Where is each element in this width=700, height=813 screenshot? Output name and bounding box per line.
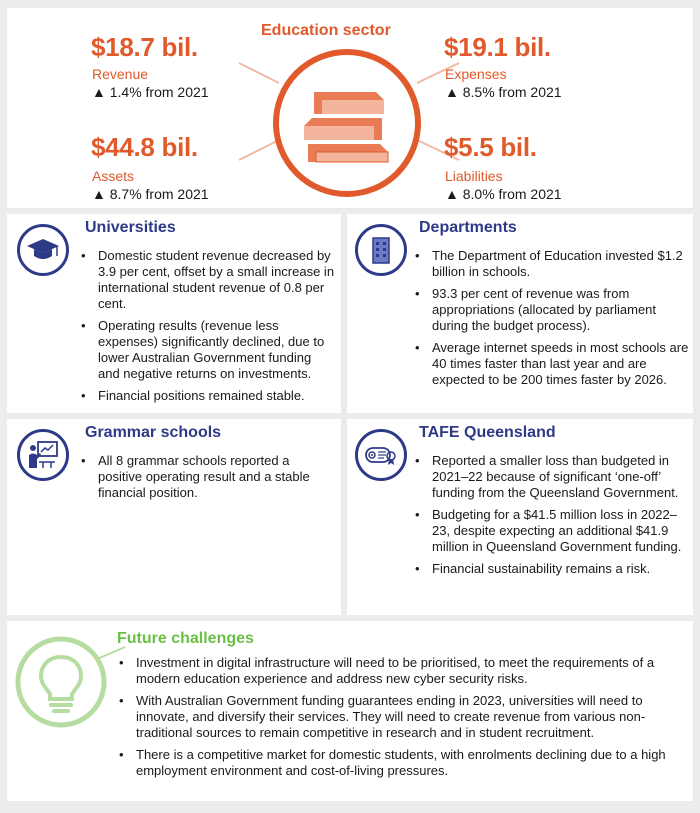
list-item: • Average internet speeds in most schools are 40 times faster than last year and are expected to be 200 times faster by 2026. xyxy=(415,340,689,388)
assets-label: Assets xyxy=(92,168,135,184)
revenue-change: ▲ 1.4% from 2021 xyxy=(92,84,209,100)
list-item: • Reported a smaller loss than budgeted in 2021–22 because of significant ‘one-off’ funding from the Queensland Government. xyxy=(415,453,689,501)
grammar-schools-list xyxy=(81,453,335,507)
grammar-schools-title: Grammar schools xyxy=(85,424,222,441)
revenue-value: $18.7 bil. xyxy=(91,32,198,62)
teacher-icon xyxy=(17,429,69,481)
liabilities-label: Liabilities xyxy=(445,168,503,184)
list-item: • Budgeting for a $41.5 million loss in 2022–23, despite expecting an additional $41.9 million in Queensland Government funding. xyxy=(415,507,689,555)
building-icon xyxy=(355,224,407,276)
education-sector-panel xyxy=(7,8,693,208)
departments-list xyxy=(415,248,689,394)
future-challenges-panel xyxy=(7,621,693,801)
list-item: • Investment in digital infrastructure will need to be prioritised, to meet the requirements of a modern education experience and address new cyber security risks. xyxy=(119,655,685,687)
tafe-queensland-title: TAFE Queensland xyxy=(419,424,556,441)
list-item: • Operating results (revenue less expenses) significantly declined, due to lower Australian Government funding and negative returns on investments. xyxy=(81,318,335,382)
universities-panel xyxy=(7,214,341,413)
departments-panel xyxy=(347,214,693,413)
liabilities-change: ▲ 8.0% from 2021 xyxy=(445,186,562,202)
assets-value: $44.8 bil. xyxy=(91,132,198,162)
tafe-queensland-panel xyxy=(347,419,693,615)
universities-list xyxy=(81,248,335,410)
revenue-label: Revenue xyxy=(92,66,149,82)
list-item: • There is a competitive market for domestic students, with enrolments declining due to a high employment environment and cost-of-living pressures. xyxy=(119,747,685,779)
graduation-cap-icon xyxy=(17,224,69,276)
expenses-label: Expenses xyxy=(445,66,507,82)
certificate-icon xyxy=(355,429,407,481)
list-item: • Domestic student revenue decreased by 3.9 per cent, offset by a small increase in international student revenue of 0.8 per cent. xyxy=(81,248,335,312)
tafe-queensland-list xyxy=(415,453,689,583)
expenses-value: $19.1 bil. xyxy=(444,32,551,62)
list-item: • All 8 grammar schools reported a positive operating result and a stable financial position. xyxy=(81,453,335,501)
departments-title: Departments xyxy=(419,219,517,236)
list-item: • The Department of Education invested $1.2 billion in schools. xyxy=(415,248,689,280)
list-item: • With Australian Government funding guarantees ending in 2023, universities will need to innovate, and diversify their services. They will need to create revenue from various non-traditional sources to remain competitive in research and in student recruitment. xyxy=(119,693,685,741)
future-challenges-title: Future challenges xyxy=(117,630,254,647)
liabilities-value: $5.5 bil. xyxy=(444,132,537,162)
grammar-schools-panel xyxy=(7,419,341,615)
list-item: • Financial sustainability remains a risk. xyxy=(415,561,689,577)
list-item: • 93.3 per cent of revenue was from appropriations (allocated by parliament during the budget process). xyxy=(415,286,689,334)
universities-title: Universities xyxy=(85,219,176,236)
assets-change: ▲ 8.7% from 2021 xyxy=(92,186,209,202)
list-item: • Financial positions remained stable. xyxy=(81,388,335,404)
future-challenges-list xyxy=(119,655,685,785)
sector-title: Education sector xyxy=(261,22,391,39)
expenses-change: ▲ 8.5% from 2021 xyxy=(445,84,562,100)
books-icon xyxy=(270,46,424,200)
